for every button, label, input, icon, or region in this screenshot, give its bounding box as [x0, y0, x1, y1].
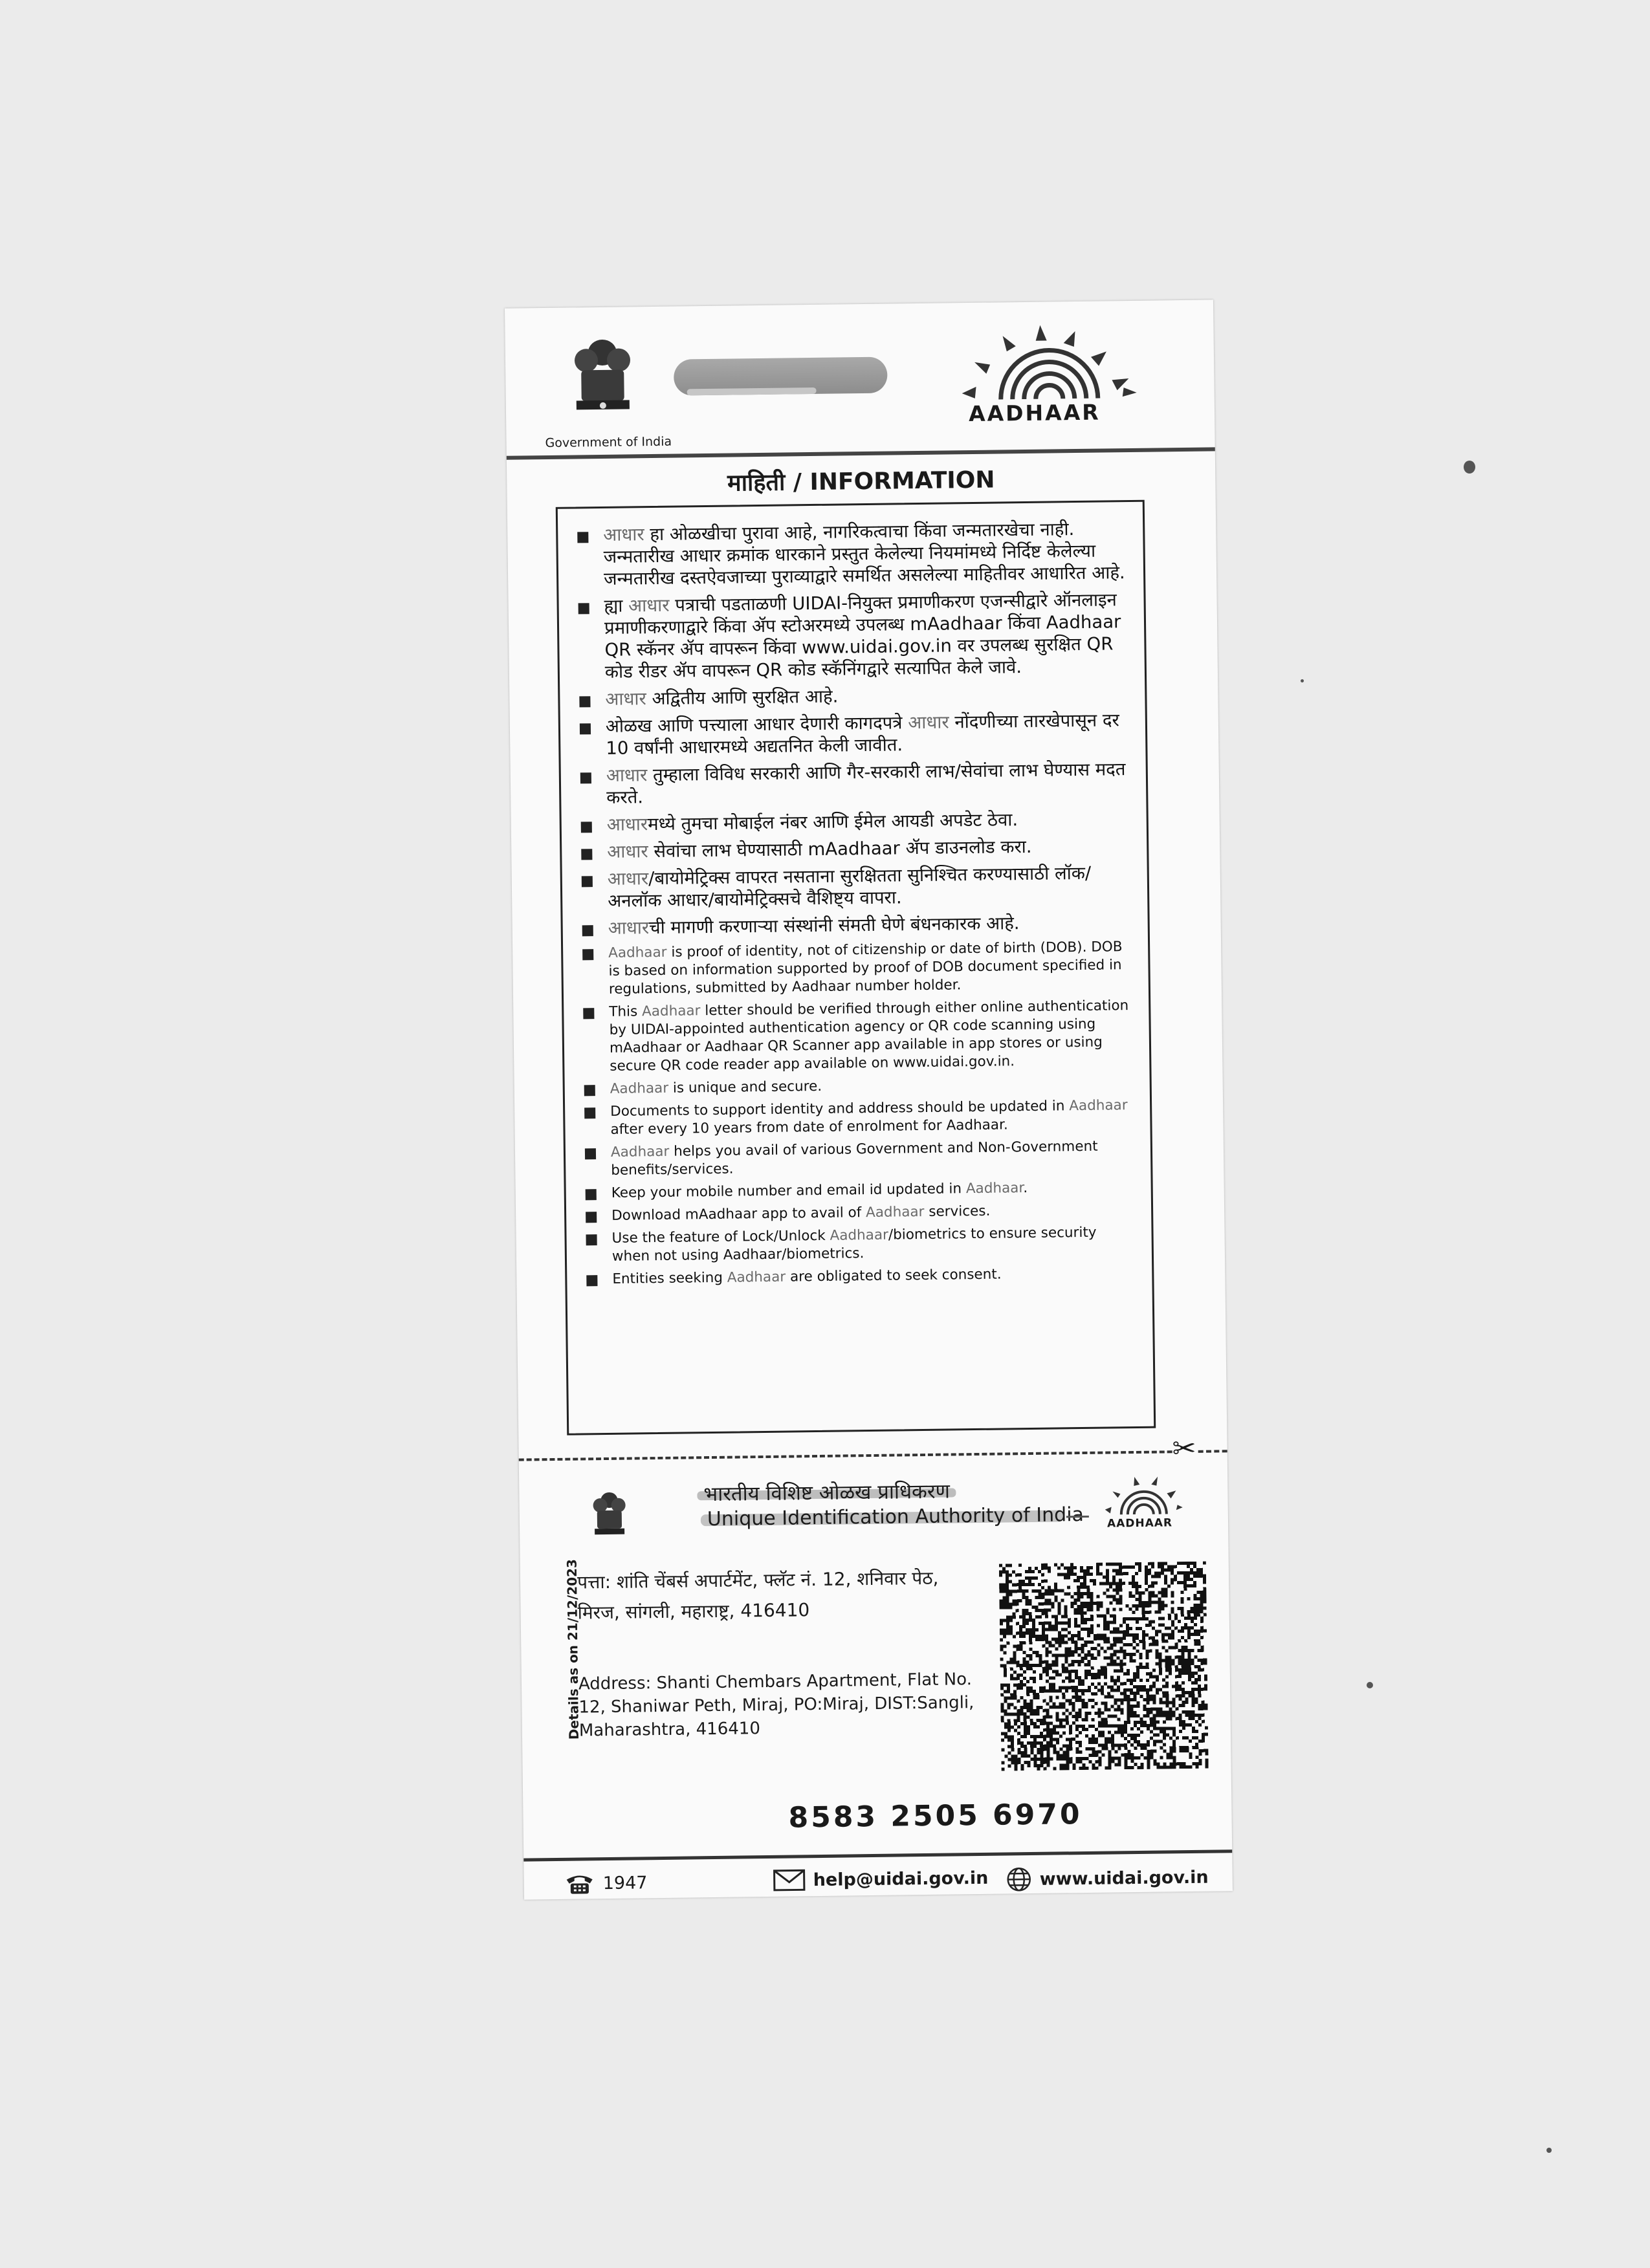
- info-text: are obligated to seek consent.: [786, 1266, 1002, 1285]
- government-of-india-label: Government of India: [545, 434, 672, 451]
- info-text: helps you avail of various Government and Non-Government benefits/services.: [611, 1138, 1098, 1179]
- square-bullet-icon: [581, 822, 592, 833]
- info-text: अद्वितीय आणि सुरक्षित आहे.: [646, 686, 839, 710]
- info-text: is unique and secure.: [668, 1078, 822, 1096]
- info-text: Entities seeking: [612, 1269, 727, 1287]
- address-english: Address: Shanti Chembars Apartment, Flat No. 12, Shaniwar Peth, Miraj, PO:Miraj, DIST:Sangli, Maharashtra, 416410: [578, 1670, 974, 1741]
- square-bullet-icon: [580, 723, 591, 734]
- footer-rule: [523, 1849, 1232, 1861]
- info-text: is proof of identity, not of citizenship or date of birth (DOB). DOB is based on information supported by proof of DOB document specified in regulations, submitted by Aadhaar number holder.: [608, 939, 1123, 998]
- square-bullet-icon: [580, 772, 591, 783]
- aadhaar-word: आधार: [606, 765, 648, 786]
- aadhaar-word: Aadhaar: [610, 1080, 669, 1097]
- cut-line-tail: [1198, 1450, 1227, 1453]
- marathi-info-list: [576, 518, 1131, 939]
- english-info-item: [584, 1201, 1134, 1225]
- marathi-info-item: [577, 589, 1128, 683]
- information-heading: माहिती / INFORMATION: [727, 466, 995, 497]
- square-bullet-icon: [584, 1085, 595, 1096]
- aadhaar-word: आधार: [606, 814, 648, 835]
- square-bullet-icon: [581, 849, 592, 860]
- uidai-english-name: Unique Identification Authority of India: [707, 1503, 1084, 1531]
- aadhaar-word: आधार: [608, 917, 650, 939]
- info-text: services.: [924, 1203, 991, 1220]
- info-text: .: [1023, 1180, 1028, 1197]
- aadhaar-number: 8583 2505 6970: [788, 1798, 1083, 1835]
- info-text: Documents to support identity and address should be updated in: [610, 1098, 1070, 1120]
- info-text: letter should be verified through either online authentication by UIDAI-appointed authentication agency or QR code scanning using mAadhaar or Aadhaar QR Scanner app available in app stores or using secure QR code reader app available on www.uidai.gov.in.: [609, 998, 1129, 1074]
- aadhaar-word: Aadhaar: [1069, 1097, 1128, 1115]
- redacted-name-underline: [687, 387, 817, 395]
- email-link[interactable]: help@uidai.gov.in: [813, 1868, 989, 1890]
- national-emblem-small-icon: [589, 1490, 630, 1549]
- square-bullet-icon: [578, 603, 589, 614]
- info-text: Use the feature of Lock/Unlock: [611, 1227, 830, 1247]
- square-bullet-icon: [583, 1008, 594, 1019]
- info-text: मध्ये तुमचा मोबाईल नंबर आणि ईमेल आयडी अपडेट ठेवा.: [647, 809, 1018, 835]
- aadhaar-word: Aadhaar: [727, 1269, 786, 1286]
- address-marathi: पत्ता: शांति चेंबर्स अपार्टमेंट, फ्लॅट नं. 12, शनिवार पेठ, मिरज, सांगली, महाराष्ट्र, 416410: [577, 1567, 939, 1624]
- aadhaar-small-logo-icon: [1105, 1471, 1183, 1516]
- aadhaar-logo-text: AADHAAR: [968, 399, 1101, 427]
- aadhaar-word: आधार: [628, 594, 670, 616]
- aadhaar-word: Aadhaar: [641, 1003, 701, 1020]
- footer-website[interactable]: [1006, 1864, 1208, 1893]
- uidai-marathi-name: भारतीय विशिष्ट ओळख प्राधिकरण: [703, 1479, 951, 1507]
- info-text: ची मागणी करणाऱ्या संस्थांनी संमती घेणे बंधनकारक आहे.: [648, 913, 1020, 939]
- square-bullet-icon: [585, 1148, 596, 1159]
- aadhaar-letter: [505, 300, 1233, 1899]
- info-text: हा ओळखीचा पुरावा आहे, नागरिकत्वाचा किंवा जन्मतारखेचा नाही. जन्मतारीख आधार क्रमांक धारकाने प्रस्तुत केलेल्या नियमांमध्ये निर्दिष्ट केलेल्या जन्मतारीख दस्तऐवजाच्या पुराव्याद्वारे समर्थित असलेल्या माहितीवर आधारित आहे.: [603, 519, 1125, 589]
- marathi-info-item: [578, 709, 1129, 759]
- info-text: ओळख आणि पत्त्याला आधार देणारी कागदपत्रे: [605, 712, 908, 737]
- website-link[interactable]: www.uidai.gov.in: [1039, 1867, 1209, 1890]
- aadhaar-word: आधार: [605, 688, 646, 710]
- english-info-item: [583, 1096, 1134, 1139]
- aadhaar-word: आधार: [607, 841, 648, 862]
- english-info-item: [581, 938, 1132, 999]
- square-bullet-icon: [586, 1234, 597, 1245]
- english-info-list: [581, 938, 1135, 1289]
- marathi-info-item: [580, 862, 1131, 912]
- uidai-dash: [1066, 1516, 1089, 1518]
- marathi-info-item: [576, 518, 1127, 590]
- square-bullet-icon: [586, 1275, 597, 1286]
- info-text: Download mAadhaar app to avail of: [611, 1205, 866, 1224]
- footer-phone: [564, 1871, 648, 1895]
- english-info-item: [584, 1137, 1134, 1180]
- marathi-info-item: [581, 911, 1131, 939]
- square-bullet-icon: [577, 532, 588, 543]
- marathi-info-item: [580, 807, 1130, 836]
- info-text: /बायोमेट्रिक्स वापरत नसताना सुरक्षितता सुनिश्चित करण्यासाठी लॉक/अनलॉक आधार/बायोमेट्रिक्सचे वैशिष्ट्य वापरा.: [608, 862, 1092, 911]
- scan-speck: [1367, 1682, 1373, 1688]
- english-info-item: [584, 1223, 1135, 1266]
- square-bullet-icon: [584, 1107, 595, 1118]
- english-info-item: [582, 997, 1132, 1076]
- scan-speck: [1301, 679, 1304, 682]
- aadhaar-fingerprint-sun-icon: [961, 320, 1137, 403]
- telephone-icon: [564, 1871, 595, 1895]
- small-aadhaar-text: AADHAAR: [1106, 1516, 1173, 1531]
- info-text: Keep your mobile number and email id updated in: [611, 1181, 967, 1201]
- aadhaar-word: Aadhaar: [865, 1203, 925, 1221]
- details-as-on-date: Details as on 21/12/2023: [564, 1558, 582, 1740]
- aadhaar-word: आधार: [908, 712, 949, 734]
- english-info-item: [584, 1178, 1134, 1203]
- aadhaar-word: Aadhaar: [965, 1180, 1024, 1197]
- marathi-info-item: [580, 834, 1130, 863]
- square-bullet-icon: [579, 696, 590, 707]
- national-emblem-icon: [567, 334, 639, 428]
- square-bullet-icon: [586, 1212, 597, 1223]
- info-text: This: [609, 1003, 643, 1020]
- square-bullet-icon: [582, 925, 593, 936]
- aadhaar-word: Aadhaar: [830, 1227, 889, 1244]
- qr-code: [999, 1562, 1209, 1771]
- aadhaar-word: आधार: [607, 868, 649, 889]
- globe-icon: [1006, 1866, 1031, 1892]
- info-text: after every 10 years from date of enrolment for Aadhaar.: [610, 1117, 1008, 1138]
- info-text: ह्या: [604, 595, 629, 616]
- aadhaar-word: Aadhaar: [610, 1143, 670, 1161]
- aadhaar-word: आधार: [603, 524, 644, 545]
- square-bullet-icon: [582, 949, 593, 960]
- info-text: नोंदणीच्या तारखेपासून दर 10 वर्षांनी आधारमध्ये अद्यतनित केली जावीत.: [606, 710, 1119, 759]
- phone-number: 1947: [602, 1872, 648, 1893]
- marathi-info-item: [579, 758, 1130, 809]
- cut-line: [519, 1450, 1172, 1461]
- square-bullet-icon: [582, 876, 593, 887]
- english-info-item: [583, 1074, 1133, 1098]
- square-bullet-icon: [586, 1189, 597, 1200]
- marathi-info-item: [578, 682, 1128, 710]
- info-text: सेवांचा लाभ घेण्यासाठी mAadhaar ॲप डाउनलोड करा.: [648, 836, 1032, 862]
- scissors-icon: ✂: [1172, 1432, 1196, 1466]
- scan-speck: [1464, 461, 1475, 474]
- english-info-item: [585, 1264, 1135, 1289]
- information-box: [556, 500, 1156, 1435]
- aadhaar-word: Aadhaar: [608, 944, 667, 961]
- info-text: तुम्हाला विविध सरकारी आणि गैर-सरकारी लाभ/सेवांचा लाभ घेण्यास मदत करते.: [606, 759, 1126, 808]
- scan-speck: [1546, 2148, 1552, 2153]
- info-text: /biometrics to ensure security when not using Aadhaar/biometrics.: [611, 1224, 1097, 1265]
- mail-icon: [773, 1869, 806, 1892]
- footer-email[interactable]: [773, 1867, 989, 1892]
- info-text: पत्राची पडताळणी UIDAI-नियुक्त प्रमाणीकरण एजन्सीद्वारे ऑनलाइन प्रमाणीकरणाद्वारे किंवा ॲप स्टोअरमध्ये उपलब्ध mAadhaar किंवा Aadhaar QR स्कॅनर ॲप वापरून किंवा www.uidai.gov.in वर उपलब्ध सुरक्षित QR कोड रीडर ॲप वापरून QR कोड स्कॅनिंगद्वारे सत्यापित केले जावे.: [604, 589, 1121, 682]
